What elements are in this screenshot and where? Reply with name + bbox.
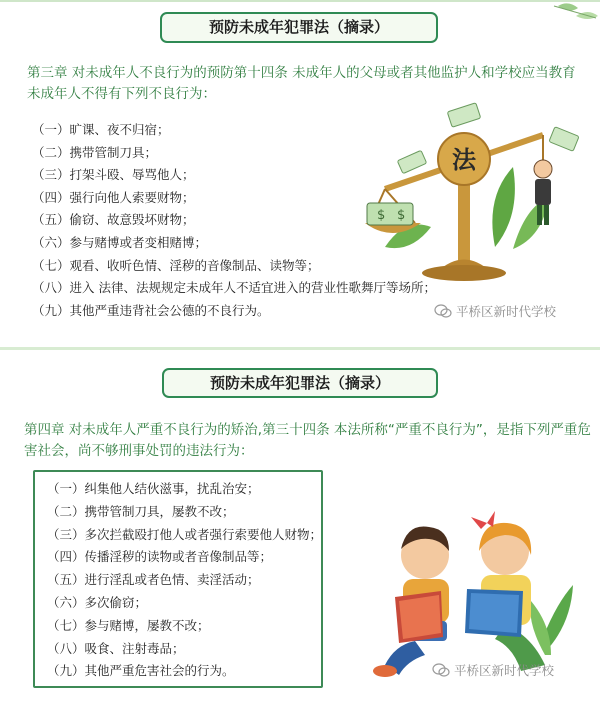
svg-text:$: $	[377, 208, 386, 223]
list-item: （八）进入 法律、法规规定未成年人不适宜进入的营业性歌舞厅等场所；	[32, 280, 436, 296]
watermark-text: 平桥区新时代学校	[456, 304, 557, 319]
list-item: （三）打架斗殴、辱骂他人；	[32, 167, 195, 183]
list-item: （四）传播淫秽的读物或者音像制品等；	[47, 549, 273, 565]
panel-2-title: 预防未成年犯罪法（摘录）	[162, 368, 438, 398]
chapter-4-intro: 第四章 对未成年人严重不良行为的矫治,第三十四条 本法所称“严重不良行为”，是指下列严重危害社会，尚不够刑事处罚的违法行为：	[24, 422, 591, 459]
watermark	[432, 661, 554, 679]
leaf-icon	[548, 2, 600, 32]
list-item: （二）携带管制刀具，屡教不改；	[47, 503, 235, 519]
list-item: （五）偷窃、故意毁坏财物；	[32, 212, 195, 228]
list-item: （九）其他严重违背社会公德的不良行为。	[32, 302, 270, 318]
scale-character-label: 法	[452, 146, 476, 174]
list-item: （六）参与赌博或者变相赌博；	[32, 234, 208, 250]
panel-1-title: 预防未成年犯罪法（摘录）	[160, 12, 438, 43]
chapter-3-intro: 第三章 对未成年人不良行为的预防第十四条 未成年人的父母或者其他监护人和学校应当教育未成年人不得有下列不良行为：	[27, 65, 576, 102]
wechat-icon	[432, 663, 450, 677]
list-item: （七）参与赌博，屡教不改；	[47, 617, 210, 633]
wechat-icon	[434, 304, 452, 318]
list-item: （一）旷课、夜不归宿；	[32, 122, 170, 137]
list-item: （四）强行向他人索要财物；	[32, 189, 195, 205]
list-item: （一）纠集他人结伙滋事，扰乱治安；	[47, 481, 260, 496]
serious-behavior-list-box	[33, 470, 323, 688]
list-item: （八）吸食、注射毒品；	[47, 640, 185, 656]
list-item: （五）进行淫乱或者色情、卖淫活动；	[47, 572, 260, 588]
watermark-text: 平桥区新时代学校	[454, 663, 555, 678]
list-item: （三）多次拦截殴打他人或者强行索要他人财物；	[47, 526, 323, 542]
list-item: （九）其他严重危害社会的行为。	[47, 663, 235, 679]
serious-behavior-list	[47, 478, 322, 683]
list-item: （七）观看、收听色情、淫秽的音像制品、读物等；	[32, 257, 320, 273]
law-excerpt-panel-1	[0, 0, 600, 343]
svg-text:$: $	[397, 208, 406, 223]
list-item: （六）多次偷窃；	[47, 594, 148, 610]
bad-behavior-list	[32, 119, 436, 322]
watermark	[434, 302, 556, 320]
law-excerpt-panel-2	[0, 347, 600, 705]
list-item: （二）携带管制刀具；	[32, 144, 158, 160]
